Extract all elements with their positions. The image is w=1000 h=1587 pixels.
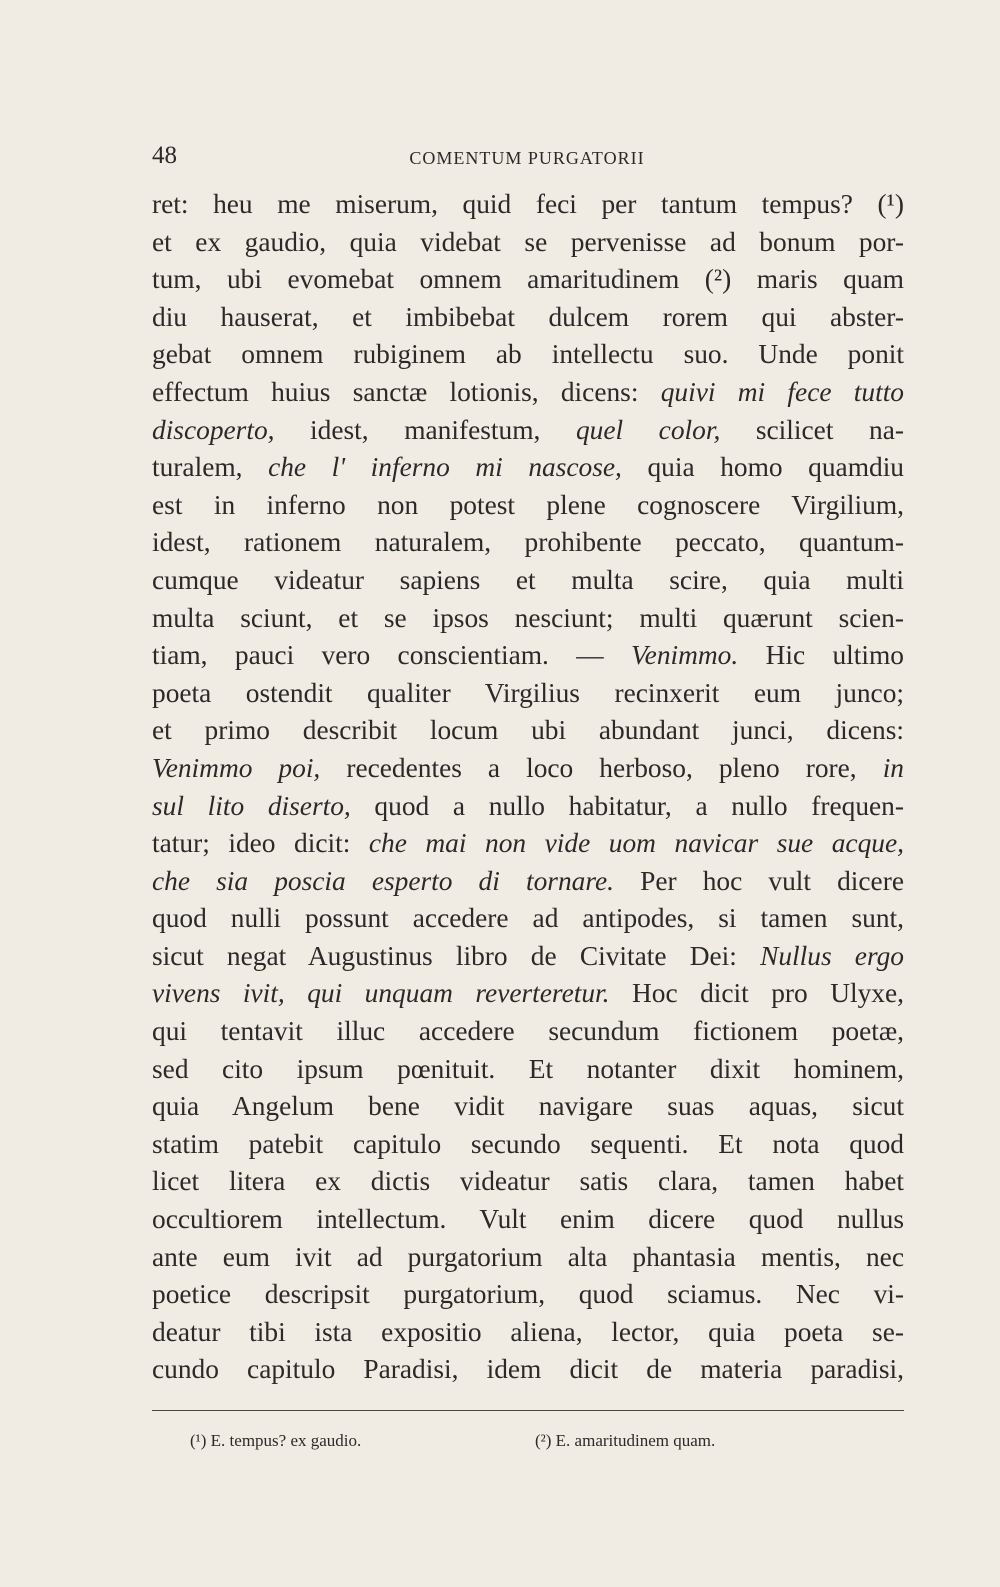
text-segment: multa sciunt, et se ipsos nesciunt; multi quærunt scien-	[152, 602, 904, 633]
text-line	[152, 299, 904, 337]
text-segment: sed cito ipsum pœnituit. Et notanter dixit hominem,	[152, 1053, 904, 1084]
text-line	[152, 412, 904, 450]
text-line	[152, 900, 904, 938]
text-segment: occultiorem intellectum. Vult enim dicere quod nullus	[152, 1204, 904, 1235]
italic-quote: che l' inferno mi nascose,	[268, 452, 622, 483]
text-line	[152, 938, 904, 976]
text-line	[152, 788, 904, 826]
text-segment: et primo describit locum ubi abundant junci, dicens:	[152, 715, 904, 746]
text-segment: statim patebit capitulo secundo sequenti. Et nota quod	[152, 1128, 904, 1159]
text-segment: est in inferno non potest plene cognoscere Virgilium,	[152, 489, 904, 520]
text-line	[152, 186, 904, 224]
text-line	[152, 675, 904, 713]
text-segment: poetice descripsit purgatorium, quod sciamus. Nec vi-	[152, 1279, 904, 1310]
text-line	[152, 1201, 904, 1239]
text-segment: gebat omnem rubiginem ab intellectu suo. Unde ponit	[152, 339, 904, 370]
page-header	[152, 142, 902, 172]
text-segment: sicut negat Augustinus libro de Civitate Dei:	[152, 940, 761, 971]
text-segment: poeta ostendit qualiter Virgilius recinxerit eum junco;	[152, 677, 904, 708]
text-segment: cumque videatur sapiens et multa scire, quia multi	[152, 564, 904, 595]
running-head: COMENTUM PURGATORII	[409, 148, 645, 168]
body-text	[152, 186, 904, 1389]
text-line	[152, 524, 904, 562]
text-line	[152, 863, 904, 901]
italic-quote: che mai non vide uom navicar sue acque,	[368, 828, 904, 859]
text-segment: quia homo quamdiu	[621, 452, 904, 483]
text-line	[152, 449, 904, 487]
text-segment: quod a nullo habitatur, a nullo frequen-	[350, 790, 904, 821]
footnotes	[190, 1431, 890, 1457]
text-line	[152, 975, 904, 1013]
text-segment: cundo capitulo Paradisi, idem dicit de materia paradisi,	[152, 1354, 904, 1385]
footnote-rule	[152, 1410, 904, 1411]
text-segment: recedentes a loco herboso, pleno rore,	[320, 752, 883, 783]
italic-quote: Venimmo poi,	[152, 752, 321, 783]
text-line	[152, 1239, 904, 1277]
text-line	[152, 1051, 904, 1089]
text-line	[152, 224, 904, 262]
text-line	[152, 600, 904, 638]
italic-quote: Venimmo.	[630, 640, 739, 671]
footnote-2: (²) E. amaritudinem quam.	[535, 1431, 716, 1450]
text-line	[152, 1013, 904, 1051]
text-segment: quia Angelum bene vidit navigare suas aquas, sicut	[152, 1091, 904, 1122]
text-line	[152, 336, 904, 374]
text-line	[152, 1088, 904, 1126]
text-segment: quod nulli possunt accedere ad antipodes, si tamen sunt,	[152, 903, 904, 934]
text-line	[152, 1276, 904, 1314]
text-segment: turalem,	[152, 452, 269, 483]
text-segment: et ex gaudio, quia videbat se pervenisse ad bonum por-	[152, 226, 904, 257]
text-segment: tatur; ideo dicit:	[152, 828, 369, 859]
text-line	[152, 562, 904, 600]
text-segment: tum, ubi evomebat omnem amaritudinem (²) maris quam	[152, 264, 904, 295]
text-line	[152, 750, 904, 788]
text-segment: Per hoc vult dicere	[613, 865, 904, 896]
text-line	[152, 1351, 904, 1389]
text-segment: scilicet na-	[720, 414, 904, 445]
text-line	[152, 1314, 904, 1352]
text-line	[152, 487, 904, 525]
text-segment: qui tentavit illuc accedere secundum fictionem poetæ,	[152, 1016, 904, 1047]
text-segment: idest, manifestum,	[274, 414, 576, 445]
italic-quote: quel color,	[575, 414, 721, 445]
text-segment: idest, rationem naturalem, prohibente peccato, quantum-	[152, 527, 904, 558]
italic-quote: che sia poscia esperto di tornare.	[152, 865, 614, 896]
text-line	[152, 825, 904, 863]
text-line	[152, 261, 904, 299]
text-segment: tiam, pauci vero conscientiam. —	[152, 640, 631, 671]
text-line	[152, 374, 904, 412]
text-line	[152, 637, 904, 675]
text-line	[152, 712, 904, 750]
footnote-1: (¹) E. tempus? ex gaudio.	[190, 1431, 362, 1450]
text-segment: ante eum ivit ad purgatorium alta phantasia mentis, nec	[152, 1241, 904, 1272]
text-segment: Hic ultimo	[738, 640, 904, 671]
text-segment: ret: heu me miserum, quid feci per tantum tempus? (¹)	[152, 189, 904, 219]
italic-quote: vivens ivit, qui unquam reverteretur.	[152, 978, 610, 1009]
page-number: 48	[152, 142, 177, 169]
text-line	[152, 1126, 904, 1164]
text-segment: effectum huius sanctæ lotionis, dicens:	[152, 376, 661, 407]
text-segment: diu hauserat, et imbibebat dulcem rorem qui abster-	[152, 301, 904, 332]
italic-quote: sul lito diserto,	[152, 790, 351, 821]
italic-quote: quivi mi fece tutto	[660, 376, 904, 407]
text-line	[152, 1163, 904, 1201]
italic-quote: in	[882, 752, 904, 783]
text-segment: Hoc dicit pro Ulyxe,	[609, 978, 904, 1009]
italic-quote: Nullus ergo	[760, 940, 904, 971]
italic-quote: discoperto,	[152, 414, 275, 445]
text-segment: deatur tibi ista expositio aliena, lector, quia poeta se-	[152, 1316, 904, 1347]
text-segment: licet litera ex dictis videatur satis clara, tamen habet	[152, 1166, 904, 1197]
